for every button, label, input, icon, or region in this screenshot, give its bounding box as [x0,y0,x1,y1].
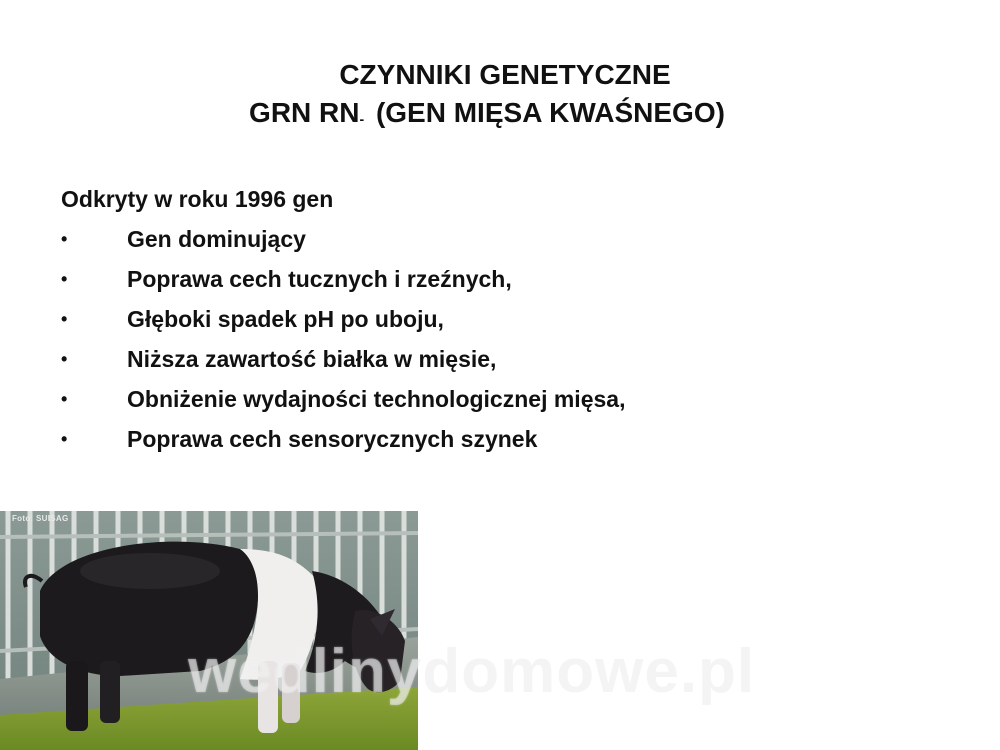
slide-title [0,56,1000,132]
photo-credit: Foto: SUISAG [12,514,69,523]
bullet-text: Niższa zawartość białka w mięsie, [127,346,497,372]
pig-photo [0,511,418,750]
bullet-text: Poprawa cech tucznych i rzeźnych, [127,266,512,292]
title-superscript: - [359,111,365,127]
bullet-icon: • [61,429,68,449]
bullet-icon: • [61,229,68,249]
bullet-list [61,222,941,462]
bullet-item [61,422,941,462]
bullet-text: Poprawa cech sensorycznych szynek [127,426,538,452]
bullet-icon: • [61,349,68,369]
bullet-item [61,222,941,262]
bullet-text: Gen dominujący [127,226,306,252]
bullet-icon: • [61,269,68,289]
slide-body [61,182,941,462]
title-line-1: CZYNNIKI GENETYCZNE [339,59,671,90]
title-gene-name: (GEN MIĘSA KWAŚNEGO) [375,97,725,128]
bullet-text: Obniżenie wydajności technologicznej mięsa, [127,386,626,412]
title-gene-symbol: GRN RN [249,97,360,128]
bullet-item [61,382,941,422]
bullet-icon: • [61,389,68,409]
intro-text: Odkryty w roku 1996 gen [61,186,334,212]
bullet-item [61,262,941,302]
pig-photo-illustration [0,511,418,750]
bullet-text: Głęboki spadek pH po uboju, [127,306,444,332]
bullet-item [61,302,941,342]
bullet-icon: • [61,309,68,329]
title-line-2 [0,94,1000,132]
bullet-item [61,342,941,382]
watermark: wedlinydomowe.pl [188,637,756,706]
